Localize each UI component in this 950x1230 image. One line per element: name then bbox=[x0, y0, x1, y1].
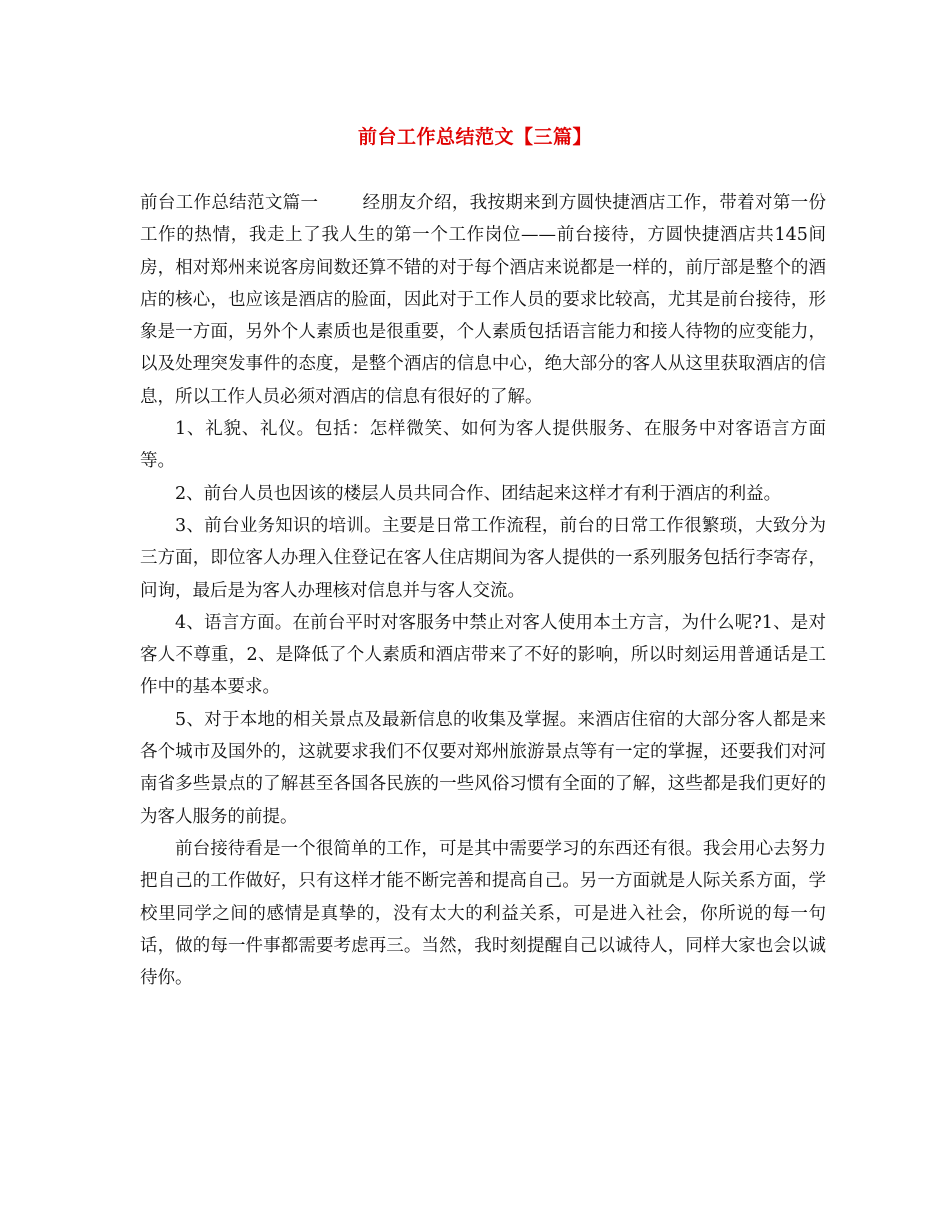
section-heading: 前台工作总结范文篇一 bbox=[140, 193, 319, 213]
document-body bbox=[140, 187, 826, 994]
paragraph-item-1: 1、礼貌、礼仪。包括：怎样微笑、如何为客人提供服务、在服务中对客语言方面等。 bbox=[140, 419, 826, 472]
paragraph-intro bbox=[140, 187, 826, 413]
document-title: 前台工作总结范文【三篇】 bbox=[357, 126, 592, 148]
paragraph-item-4: 4、语言方面。在前台平时对客服务中禁止对客人使用本土方言，为什么呢?1、是对客人不尊重，2、是降低了个人素质和酒店带来了不好的影响，所以时刻运用普通话是工作中的基本要求。 bbox=[140, 612, 826, 698]
paragraph-conclusion: 前台接待看是一个很简单的工作，可是其中需要学习的东西还有很。我会用心去努力把自己的工作做好，只有这样才能不断完善和提高自己。另一方面就是人际关系方面，学校里同学之间的感情是真挚的，没有太大的利益关系，可是进入社会，你所说的每一句话，做的每一件事都需要考虑再三。当然，我时刻提醒自己以诚待人，同样大家也会以诚待你。 bbox=[140, 838, 826, 989]
paragraph-item-2: 2、前台人员也因该的楼层人员共同合作、团结起来这样才有利于酒店的利益。 bbox=[175, 483, 782, 504]
paragraph-item-3: 3、前台业务知识的培训。主要是日常工作流程，前台的日常工作很繁琐，大致分为三方面，即位客人办理入住登记在客人住店期间为客人提供的一系列服务包括行李寄存，问询，最后是为客人办理核对信息并与客人交流。 bbox=[140, 515, 826, 601]
paragraph-item-5: 5、对于本地的相关景点及最新信息的收集及掌握。来酒店住宿的大部分客人都是来各个城市及国外的，这就要求我们不仅要对郑州旅游景点等有一定的掌握，还要我们对河南省多些景点的了解甚至各国各民族的一些风俗习惯有全面的了解，这些都是我们更好的为客人服务的前提。 bbox=[140, 709, 826, 827]
paragraph-text: 经朋友介绍，我按期来到方圆快捷酒店工作，带着对第一份工作的热情，我走上了我人生的第一个工作岗位——前台接待，方圆快捷酒店共145间房，相对郑州来说客房间数还算不错的对于每个酒店来说都是一样的，前厅部是整个的酒店的核心，也应该是酒店的脸面，因此对于工作人员的要求比较高，尤其是前台接待，形象是一方面，另外个人素质也是很重要，个人素质包括语言能力和接人待物的应变能力，以及处理突发事件的态度，是整个酒店的信息中心，绝大部分的客人从这里获取酒店的信息，所以工作人员必须对酒店的信息有很好的了解。 bbox=[140, 193, 827, 407]
